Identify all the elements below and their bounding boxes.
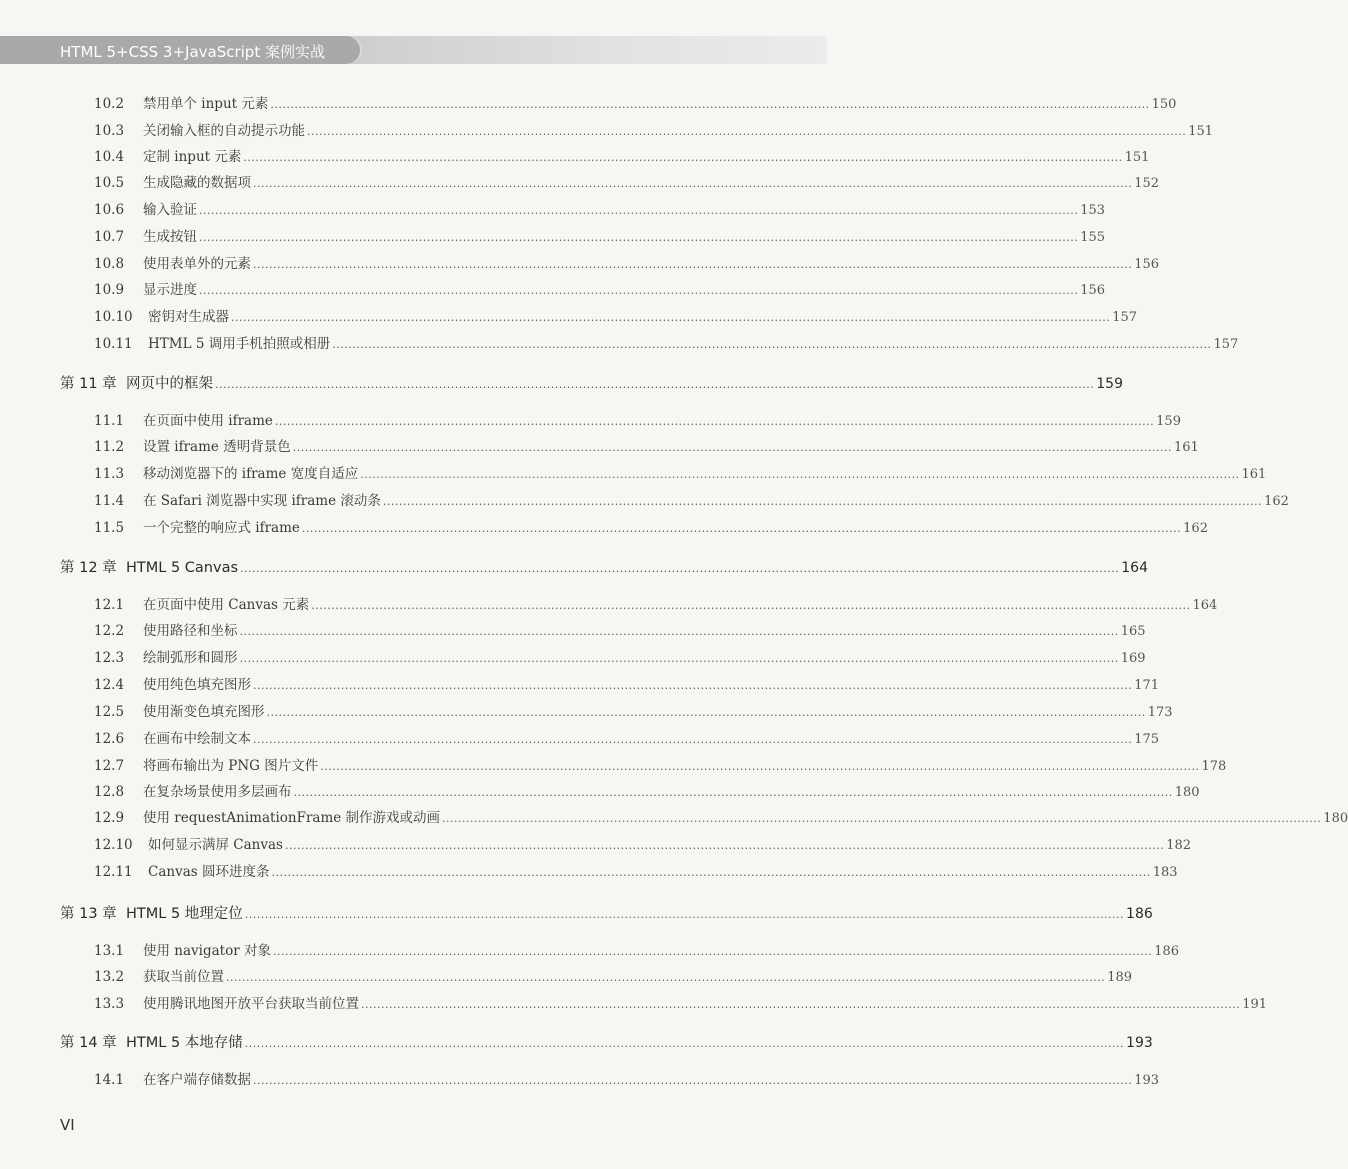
toc-page-number: 173 [1147, 705, 1173, 720]
toc-page-number: 164 [1121, 560, 1148, 576]
toc-section-entry [94, 305, 1138, 325]
toc-section-title: 获取当前位置 [143, 969, 224, 985]
toc-chapter-entry [60, 902, 1153, 923]
toc-section-number: 10.8 [94, 256, 125, 272]
toc-page-number: 182 [1166, 838, 1192, 853]
toc-leader-dots: ............................................................................................................................................................................................................................ [243, 151, 1123, 164]
toc-section-entry [94, 225, 1106, 245]
toc-leader-dots: ............................................................................................................................................................................................................................ [361, 998, 1241, 1011]
toc-section-title: 移动浏览器下的 iframe 宽度自适应 [143, 466, 359, 482]
toc-section-entry [94, 965, 1133, 985]
toc-leader-dots: ............................................................................................................................................................................................................................ [240, 562, 1120, 575]
toc-section-number: 12.3 [94, 650, 125, 666]
toc-section-title: 使用 requestAnimationFrame 制作游戏或动画 [143, 810, 441, 826]
toc-section-entry [94, 754, 1227, 774]
toc-section-number: 12.10 [94, 837, 133, 853]
toc-section-title: 在复杂场景使用多层画布 [143, 784, 292, 800]
toc-section-entry [94, 673, 1160, 693]
toc-section-title: 在画布中绘制文本 [143, 731, 251, 747]
toc-section-entry [94, 806, 1348, 826]
toc-page-number: 162 [1183, 521, 1208, 536]
toc-chapter-entry [60, 556, 1148, 577]
toc-leader-dots: ............................................................................................................................................................................................................................ [274, 415, 1155, 428]
toc-section-title: 如何显示满屏 Canvas [148, 837, 283, 853]
toc-section-number: 12.5 [94, 704, 125, 720]
toc-section-title: 使用路径和坐标 [143, 623, 238, 639]
toc-section-title: 设置 iframe 透明背景色 [143, 439, 291, 455]
toc-page-number: 189 [1107, 970, 1133, 985]
toc-page-number: 157 [1213, 337, 1239, 352]
toc-section-number: 11.1 [94, 413, 125, 429]
toc-section-entry [94, 646, 1146, 666]
toc-page-number: 171 [1134, 678, 1160, 693]
toc-section-title: 绘制弧形和圆形 [143, 650, 238, 666]
toc-leader-dots: ............................................................................................................................................................................................................................ [226, 971, 1106, 984]
toc-section-number: 10.2 [94, 96, 125, 112]
toc-chapter-number: 第 14 章 [60, 1035, 117, 1051]
toc-section-title: 使用腾讯地图开放平台获取当前位置 [143, 996, 359, 1012]
toc-leader-dots: ............................................................................................................................................................................................................................ [253, 258, 1133, 271]
toc-chapter-title: HTML 5 地理定位 [126, 906, 243, 922]
toc-leader-dots: ............................................................................................................................................................................................................................ [253, 1074, 1133, 1087]
toc-section-title: 使用 navigator 对象 [143, 943, 271, 959]
toc-section-entry [94, 992, 1268, 1012]
toc-leader-dots: ............................................................................................................................................................................................................................ [231, 311, 1111, 324]
toc-section-title: 生成按钮 [143, 229, 197, 245]
toc-section-number: 14.1 [94, 1072, 125, 1088]
toc-chapter-number: 第 12 章 [60, 560, 117, 576]
toc-page-number: 178 [1201, 759, 1227, 774]
toc-chapter-entry [60, 372, 1123, 393]
running-header-title: HTML 5+CSS 3+JavaScript 案例实战 [60, 43, 325, 61]
toc-page-number: 151 [1124, 150, 1150, 165]
toc-page-number: 186 [1154, 944, 1180, 959]
toc-leader-dots: ............................................................................................................................................................................................................................ [199, 231, 1079, 244]
toc-leader-dots: ............................................................................................................................................................................................................................ [320, 760, 1200, 773]
toc-section-entry [94, 198, 1106, 218]
toc-leader-dots: ............................................................................................................................................................................................................................ [311, 599, 1191, 612]
toc-page-number: 153 [1080, 203, 1106, 218]
toc-section-number: 12.1 [94, 597, 125, 613]
toc-leader-dots: ............................................................................................................................................................................................................................ [199, 204, 1079, 217]
toc-section-entry [94, 833, 1192, 853]
toc-section-entry [94, 489, 1289, 509]
toc-chapter-title: HTML 5 Canvas [126, 560, 239, 576]
toc-page-number: 186 [1126, 906, 1153, 922]
toc-leader-dots: ............................................................................................................................................................................................................................ [284, 839, 1165, 852]
toc-chapter-number: 第 13 章 [60, 906, 117, 922]
toc-section-title: 禁用单个 input 元素 [143, 96, 269, 112]
toc-section-title: 关闭输入框的自动提示功能 [143, 123, 305, 139]
toc-section-number: 10.5 [94, 175, 125, 191]
toc-page-number: 161 [1173, 440, 1199, 455]
toc-section-number: 12.9 [94, 810, 125, 826]
toc-leader-dots: ............................................................................................................................................................................................................................ [382, 495, 1263, 508]
toc-section-title: 密钥对生成器 [148, 309, 229, 325]
toc-leader-dots: ............................................................................................................................................................................................................................ [253, 733, 1133, 746]
toc-section-number: 10.3 [94, 123, 125, 139]
toc-leader-dots: ............................................................................................................................................................................................................................ [307, 125, 1187, 138]
toc-chapter-title: 网页中的框架 [126, 376, 213, 392]
toc-page-number: 150 [1151, 97, 1177, 112]
toc-chapter-number: 第 11 章 [60, 376, 117, 392]
toc-page-number: 151 [1188, 124, 1214, 139]
toc-section-number: 12.7 [94, 758, 125, 774]
toc-leader-dots: ............................................................................................................................................................................................................................ [253, 679, 1133, 692]
toc-section-number: 10.7 [94, 229, 125, 245]
toc-section-entry [94, 278, 1106, 298]
folio-page-number: VI [60, 1116, 75, 1134]
toc-leader-dots: ............................................................................................................................................................................................................................ [253, 177, 1133, 190]
toc-leader-dots: ............................................................................................................................................................................................................................ [271, 866, 1151, 879]
toc-leader-dots: ............................................................................................................................................................................................................................ [360, 468, 1240, 481]
toc-chapter-title: HTML 5 本地存储 [126, 1035, 243, 1051]
toc-page-number: 193 [1126, 1035, 1153, 1051]
toc-section-entry [94, 619, 1146, 639]
toc-section-entry [94, 1068, 1160, 1088]
toc-chapter-entry [60, 1031, 1153, 1052]
toc-section-title: 定制 input 元素 [143, 149, 242, 165]
toc-section-title: 将画布输出为 PNG 图片文件 [143, 758, 319, 774]
toc-section-entry [94, 462, 1267, 482]
toc-leader-dots: ............................................................................................................................................................................................................................ [301, 522, 1182, 535]
toc-section-title: 一个完整的响应式 iframe [143, 520, 300, 536]
toc-page-number: 180 [1174, 785, 1200, 800]
toc-leader-dots: ............................................................................................................................................................................................................................ [199, 284, 1079, 297]
toc-leader-dots: ............................................................................................................................................................................................................................ [266, 706, 1146, 719]
toc-page-number: 162 [1264, 494, 1289, 509]
toc-page-number: 165 [1120, 624, 1146, 639]
toc-page-number: 180 [1323, 811, 1348, 826]
toc-section-title: 生成隐藏的数据项 [143, 175, 251, 191]
toc-section-entry [94, 516, 1208, 536]
toc-section-entry [94, 145, 1150, 165]
toc-leader-dots: ............................................................................................................................................................................................................................ [272, 945, 1153, 958]
toc-section-title: 使用表单外的元素 [143, 256, 251, 272]
toc-section-title: 显示进度 [143, 282, 197, 298]
toc-page-number: 156 [1080, 283, 1106, 298]
toc-section-number: 12.11 [94, 864, 133, 880]
toc-section-title: HTML 5 调用手机拍照或相册 [148, 336, 331, 352]
toc-page-number: 156 [1134, 257, 1160, 272]
toc-section-number: 10.10 [94, 309, 133, 325]
toc-leader-dots: ............................................................................................................................................................................................................................ [215, 378, 1095, 391]
toc-section-entry [94, 409, 1181, 429]
toc-section-number: 11.3 [94, 466, 125, 482]
toc-section-number: 13.1 [94, 943, 125, 959]
toc-section-number: 10.9 [94, 282, 125, 298]
toc-section-entry [94, 593, 1218, 613]
toc-section-number: 12.6 [94, 731, 125, 747]
toc-section-entry [94, 435, 1199, 455]
toc-section-entry [94, 252, 1160, 272]
toc-section-entry [94, 92, 1177, 112]
toc-section-number: 12.2 [94, 623, 125, 639]
toc-section-number: 13.2 [94, 969, 125, 985]
toc-section-title: 输入验证 [143, 202, 197, 218]
toc-leader-dots: ............................................................................................................................................................................................................................ [244, 908, 1125, 921]
toc-section-title: Canvas 圆环进度条 [148, 864, 270, 880]
toc-section-title: 使用渐变色填充图形 [143, 704, 265, 720]
toc-leader-dots: ............................................................................................................................................................................................................................ [244, 1037, 1125, 1050]
toc-leader-dots: ............................................................................................................................................................................................................................ [293, 786, 1173, 799]
toc-section-title: 在客户端存储数据 [143, 1072, 251, 1088]
toc-page-number: 164 [1192, 598, 1218, 613]
toc-leader-dots: ............................................................................................................................................................................................................................ [292, 441, 1172, 454]
toc-page-number: 183 [1152, 865, 1178, 880]
toc-leader-dots: ............................................................................................................................................................................................................................ [239, 625, 1119, 638]
toc-leader-dots: ............................................................................................................................................................................................................................ [332, 338, 1212, 351]
toc-section-number: 12.4 [94, 677, 125, 693]
toc-page-number: 159 [1156, 414, 1181, 429]
toc-section-title: 在 Safari 浏览器中实现 iframe 滚动条 [143, 493, 381, 509]
toc-page-number: 159 [1096, 376, 1123, 392]
toc-section-number: 11.5 [94, 520, 125, 536]
toc-page-number: 193 [1134, 1073, 1160, 1088]
toc-section-entry [94, 332, 1239, 352]
toc-section-number: 13.3 [94, 996, 125, 1012]
toc-section-number: 10.11 [94, 336, 133, 352]
toc-section-entry [94, 171, 1160, 191]
toc-page-number: 169 [1120, 651, 1146, 666]
toc-page-number: 161 [1241, 467, 1267, 482]
toc-section-entry [94, 700, 1173, 720]
toc-page-number: 157 [1112, 310, 1138, 325]
toc-page-number: 155 [1080, 230, 1106, 245]
toc-section-number: 12.8 [94, 784, 125, 800]
toc-section-entry [94, 860, 1178, 880]
toc-section-entry [94, 119, 1214, 139]
toc-section-entry [94, 780, 1200, 800]
toc-section-entry [94, 939, 1180, 959]
toc-page-number: 152 [1134, 176, 1160, 191]
toc-leader-dots: ............................................................................................................................................................................................................................ [270, 98, 1150, 111]
toc-section-entry [94, 727, 1160, 747]
toc-section-number: 11.4 [94, 493, 125, 509]
toc-section-number: 10.4 [94, 149, 125, 165]
toc-leader-dots: ............................................................................................................................................................................................................................ [442, 812, 1322, 825]
toc-section-number: 11.2 [94, 439, 125, 455]
toc-section-title: 使用纯色填充图形 [143, 677, 251, 693]
toc-section-number: 10.6 [94, 202, 125, 218]
toc-leader-dots: ............................................................................................................................................................................................................................ [239, 652, 1119, 665]
toc-section-title: 在页面中使用 Canvas 元素 [143, 597, 310, 613]
toc-section-title: 在页面中使用 iframe [143, 413, 273, 429]
toc-page-number: 175 [1134, 732, 1160, 747]
toc-page-number: 191 [1242, 997, 1268, 1012]
